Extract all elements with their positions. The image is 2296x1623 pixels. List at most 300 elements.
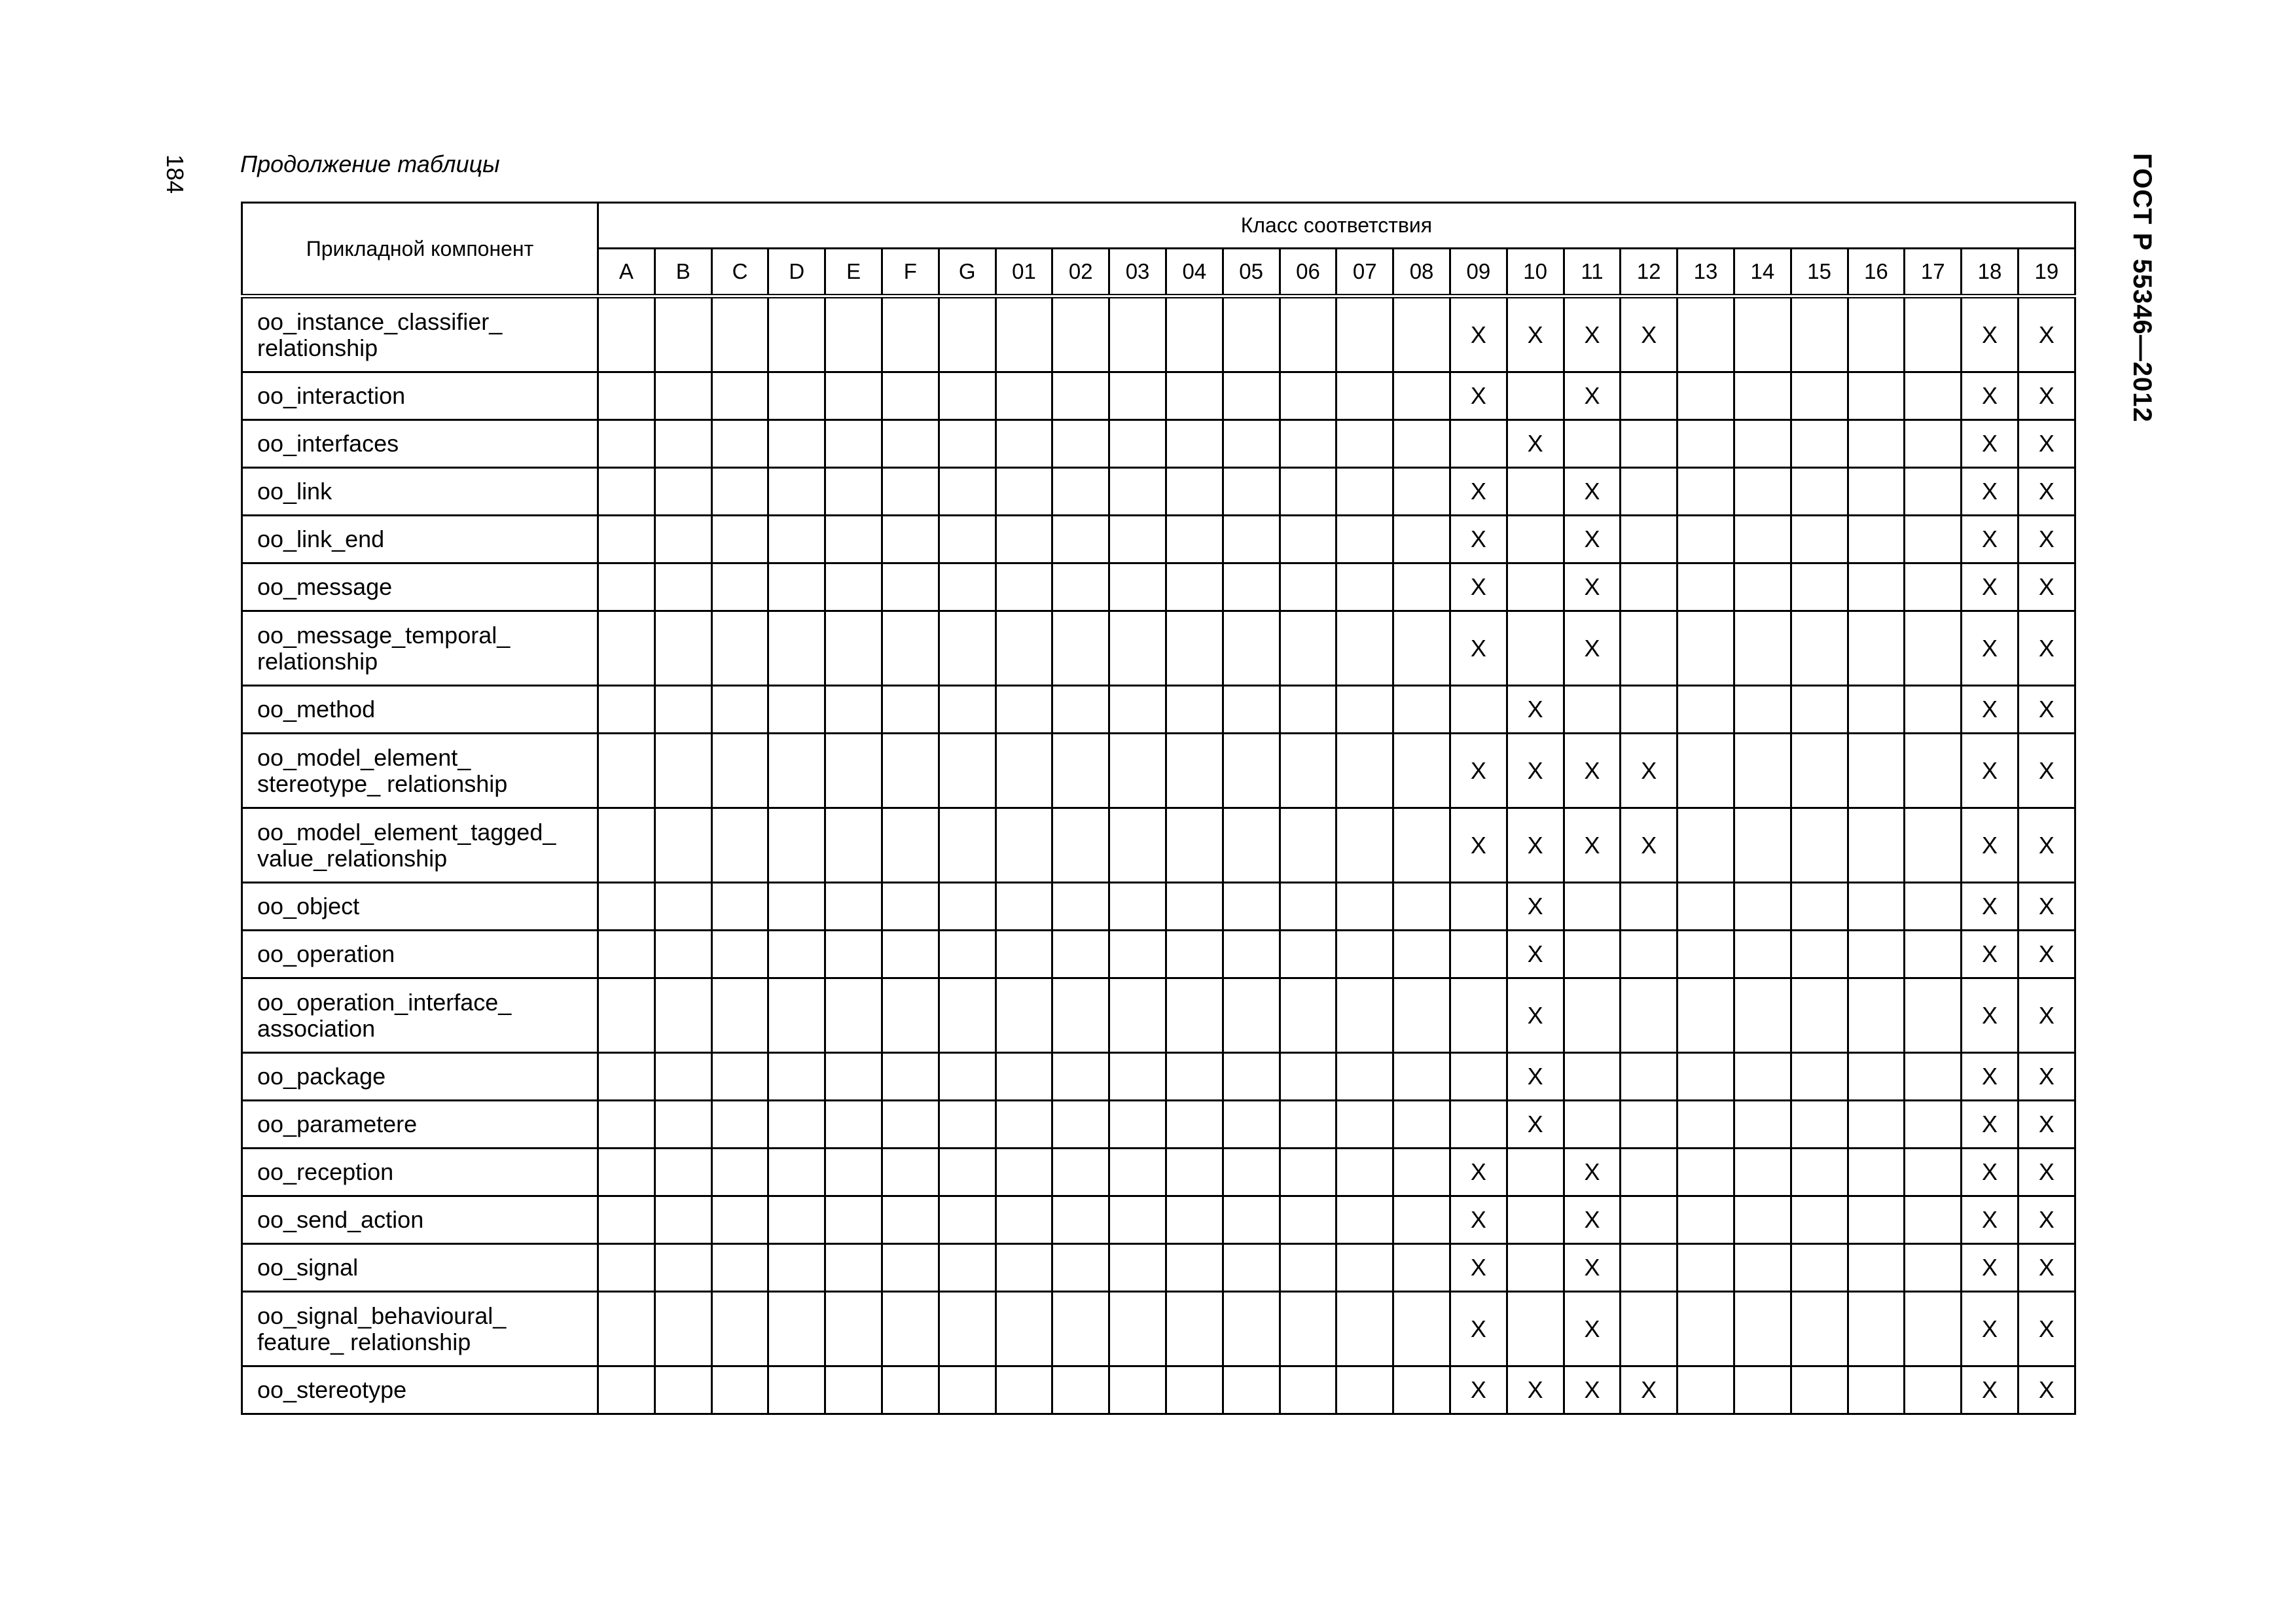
empty-cell [1223,734,1280,808]
empty-cell [1734,1366,1791,1414]
empty-cell [882,1196,939,1244]
component-name: oo_stereotype [242,1366,598,1414]
empty-cell [768,931,825,978]
empty-cell [1280,1244,1336,1292]
empty-cell [1109,1053,1166,1101]
empty-cell [1621,1244,1677,1292]
empty-cell [598,468,655,516]
empty-cell [1223,1101,1280,1149]
empty-cell [1791,1101,1848,1149]
empty-cell [1336,1292,1393,1366]
empty-cell [1791,1196,1848,1244]
class-code-header: 10 [1507,249,1564,296]
empty-cell [1905,1366,1962,1414]
empty-cell [1791,1149,1848,1196]
empty-cell [1166,563,1223,611]
empty-cell [1280,420,1336,468]
empty-cell [1109,1366,1166,1414]
component-name: oo_object [242,883,598,931]
empty-cell [1564,978,1621,1053]
empty-cell [1677,1101,1734,1149]
conformance-mark: X [1564,611,1621,686]
empty-cell [996,883,1052,931]
empty-cell [1223,808,1280,883]
conformance-mark: X [1507,734,1564,808]
empty-cell [1791,372,1848,420]
empty-cell [1223,931,1280,978]
conformance-mark: X [2018,1053,2075,1101]
class-code-header: 19 [2018,249,2075,296]
empty-cell [711,1101,768,1149]
empty-cell [1564,1053,1621,1101]
empty-cell [1621,563,1677,611]
class-code-header: A [598,249,655,296]
empty-cell [1280,978,1336,1053]
empty-cell [598,372,655,420]
conformance-mark: X [1962,1292,2018,1366]
empty-cell [939,808,996,883]
empty-cell [655,978,711,1053]
empty-cell [1905,883,1962,931]
empty-cell [1507,468,1564,516]
class-code-header: 13 [1677,249,1734,296]
empty-cell [882,808,939,883]
empty-cell [1052,1366,1109,1414]
empty-cell [1052,372,1109,420]
empty-cell [598,686,655,734]
component-name: oo_interfaces [242,420,598,468]
empty-cell [1507,563,1564,611]
component-name: oo_instance_classifier_ relationship [242,296,598,372]
empty-cell [1109,372,1166,420]
empty-cell [768,563,825,611]
empty-cell [1280,1101,1336,1149]
empty-cell [598,808,655,883]
empty-cell [711,516,768,563]
empty-cell [939,1149,996,1196]
empty-cell [939,931,996,978]
empty-cell [655,1244,711,1292]
empty-cell [1905,978,1962,1053]
empty-cell [1109,1196,1166,1244]
conformance-mark: X [1507,978,1564,1053]
empty-cell [598,1292,655,1366]
empty-cell [1052,978,1109,1053]
empty-cell [1677,563,1734,611]
empty-cell [825,1101,882,1149]
empty-cell [711,420,768,468]
empty-cell [1677,1244,1734,1292]
empty-cell [939,734,996,808]
empty-cell [882,734,939,808]
empty-cell [1677,420,1734,468]
empty-cell [1905,808,1962,883]
empty-cell [598,883,655,931]
empty-cell [1336,1366,1393,1414]
empty-cell [1109,1244,1166,1292]
empty-cell [1052,808,1109,883]
conformance-mark: X [1962,468,2018,516]
empty-cell [1734,1101,1791,1149]
empty-cell [1450,686,1507,734]
empty-cell [1677,516,1734,563]
empty-cell [1848,372,1905,420]
empty-cell [996,1366,1052,1414]
empty-cell [711,1366,768,1414]
conformance-mark: X [2018,372,2075,420]
empty-cell [1905,372,1962,420]
empty-cell [939,978,996,1053]
conformance-mark: X [1564,1366,1621,1414]
empty-cell [1336,734,1393,808]
empty-cell [1450,883,1507,931]
empty-cell [1280,931,1336,978]
component-name: oo_signal [242,1244,598,1292]
conformance-mark: X [1962,734,2018,808]
empty-cell [1393,1101,1450,1149]
conformance-mark: X [1962,1149,2018,1196]
empty-cell [1223,1196,1280,1244]
empty-cell [1905,468,1962,516]
empty-cell [882,420,939,468]
empty-cell [711,563,768,611]
class-code-header: 09 [1450,249,1507,296]
empty-cell [1280,296,1336,372]
empty-cell [1905,1053,1962,1101]
conformance-mark: X [1621,734,1677,808]
conformance-mark: X [1450,468,1507,516]
conformance-mark: X [1507,1366,1564,1414]
empty-cell [825,808,882,883]
empty-cell [1393,978,1450,1053]
empty-cell [1848,1196,1905,1244]
empty-cell [1734,1149,1791,1196]
empty-cell [1734,883,1791,931]
conformance-mark: X [1962,1244,2018,1292]
empty-cell [1393,468,1450,516]
class-code-header: 15 [1791,249,1848,296]
component-name: oo_operation_interface_ association [242,978,598,1053]
empty-cell [655,611,711,686]
empty-cell [1280,1149,1336,1196]
conformance-mark: X [1621,296,1677,372]
empty-cell [655,296,711,372]
empty-cell [711,883,768,931]
empty-cell [1393,296,1450,372]
empty-cell [1393,516,1450,563]
table-row [242,372,2075,420]
component-name: oo_message_temporal_ relationship [242,611,598,686]
empty-cell [1109,420,1166,468]
conformance-mark: X [1450,1149,1507,1196]
empty-cell [1621,1292,1677,1366]
empty-cell [1621,1053,1677,1101]
empty-cell [1848,1101,1905,1149]
empty-cell [1052,1101,1109,1149]
empty-cell [1109,516,1166,563]
empty-cell [711,931,768,978]
empty-cell [1223,516,1280,563]
empty-cell [1848,611,1905,686]
empty-cell [882,883,939,931]
class-code-header: 03 [1109,249,1166,296]
conformance-mark: X [1450,1292,1507,1366]
empty-cell [768,372,825,420]
empty-cell [1621,611,1677,686]
conformance-mark: X [1450,808,1507,883]
empty-cell [996,296,1052,372]
empty-cell [939,1292,996,1366]
table-row [242,563,2075,611]
conformance-mark: X [2018,563,2075,611]
empty-cell [655,883,711,931]
empty-cell [1507,1149,1564,1196]
conformance-mark: X [1962,1366,2018,1414]
empty-cell [768,1196,825,1244]
empty-cell [1450,1053,1507,1101]
empty-cell [1166,372,1223,420]
table-row [242,468,2075,516]
conformance-mark: X [2018,1292,2075,1366]
empty-cell [1905,1101,1962,1149]
component-name: oo_interaction [242,372,598,420]
empty-cell [1336,611,1393,686]
empty-cell [996,372,1052,420]
conformance-mark: X [1564,808,1621,883]
empty-cell [1564,686,1621,734]
empty-cell [939,686,996,734]
empty-cell [1621,372,1677,420]
empty-cell [1450,1101,1507,1149]
empty-cell [1734,734,1791,808]
empty-cell [1905,516,1962,563]
empty-cell [598,611,655,686]
empty-cell [1905,296,1962,372]
conformance-mark: X [1564,468,1621,516]
empty-cell [1336,978,1393,1053]
empty-cell [1052,1244,1109,1292]
conformance-mark: X [2018,1149,2075,1196]
empty-cell [996,1244,1052,1292]
empty-cell [996,516,1052,563]
empty-cell [1791,734,1848,808]
table-row [242,883,2075,931]
class-code-header: 16 [1848,249,1905,296]
conformance-mark: X [1507,296,1564,372]
empty-cell [1336,296,1393,372]
table-row [242,420,2075,468]
empty-cell [825,1244,882,1292]
empty-cell [939,420,996,468]
class-code-header: D [768,249,825,296]
empty-cell [882,563,939,611]
empty-cell [711,296,768,372]
empty-cell [768,468,825,516]
conformance-mark: X [1564,372,1621,420]
empty-cell [1166,808,1223,883]
class-code-header: G [939,249,996,296]
empty-cell [1791,1292,1848,1366]
table-row [242,1101,2075,1149]
empty-cell [1848,420,1905,468]
conformance-mark: X [1962,931,2018,978]
empty-cell [1336,1149,1393,1196]
empty-cell [1677,296,1734,372]
empty-cell [1223,420,1280,468]
empty-cell [598,1101,655,1149]
empty-cell [1734,1244,1791,1292]
conformance-mark: X [1621,808,1677,883]
empty-cell [1905,1292,1962,1366]
empty-cell [598,296,655,372]
empty-cell [1507,1244,1564,1292]
empty-cell [996,563,1052,611]
empty-cell [1052,931,1109,978]
conformance-mark: X [1564,1292,1621,1366]
empty-cell [1677,372,1734,420]
empty-cell [655,686,711,734]
conformance-mark: X [1962,420,2018,468]
conformance-mark: X [1450,516,1507,563]
table-row [242,1366,2075,1414]
empty-cell [1734,563,1791,611]
conformance-mark: X [1450,611,1507,686]
empty-cell [939,1196,996,1244]
empty-cell [939,563,996,611]
empty-cell [1791,420,1848,468]
empty-cell [655,516,711,563]
empty-cell [768,1053,825,1101]
empty-cell [1848,1292,1905,1366]
empty-cell [1621,1101,1677,1149]
conformance-mark: X [1450,1244,1507,1292]
empty-cell [1677,883,1734,931]
empty-cell [1393,734,1450,808]
empty-cell [1223,1244,1280,1292]
empty-cell [1166,1101,1223,1149]
component-name: oo_method [242,686,598,734]
empty-cell [1677,1292,1734,1366]
conformance-mark: X [1564,563,1621,611]
empty-cell [1223,686,1280,734]
empty-cell [1677,611,1734,686]
empty-cell [1393,931,1450,978]
empty-cell [825,1149,882,1196]
empty-cell [1507,611,1564,686]
class-code-header: 12 [1621,249,1677,296]
empty-cell [1109,931,1166,978]
empty-cell [1848,563,1905,611]
conformance-mark: X [1564,1244,1621,1292]
table-row [242,1196,2075,1244]
empty-cell [1791,808,1848,883]
empty-cell [1848,468,1905,516]
empty-cell [1280,1366,1336,1414]
empty-cell [768,1149,825,1196]
empty-cell [1734,1196,1791,1244]
empty-cell [1905,1196,1962,1244]
conformance-mark: X [1507,1101,1564,1149]
empty-cell [598,1244,655,1292]
conformance-mark: X [1962,611,2018,686]
empty-cell [996,734,1052,808]
empty-cell [1109,611,1166,686]
empty-cell [1109,978,1166,1053]
empty-cell [598,563,655,611]
empty-cell [1507,516,1564,563]
empty-cell [1109,808,1166,883]
empty-cell [1052,468,1109,516]
empty-cell [825,734,882,808]
empty-cell [1223,1053,1280,1101]
empty-cell [939,296,996,372]
empty-cell [1393,1196,1450,1244]
empty-cell [655,372,711,420]
empty-cell [768,420,825,468]
conformance-mark: X [2018,978,2075,1053]
conformance-mark: X [1507,883,1564,931]
empty-cell [1791,686,1848,734]
empty-cell [1336,1101,1393,1149]
empty-cell [598,931,655,978]
conformance-mark: X [1564,734,1621,808]
table-caption: Продолжение таблицы [240,151,500,177]
empty-cell [882,931,939,978]
empty-cell [711,808,768,883]
header-row [242,203,2075,249]
empty-cell [1791,468,1848,516]
empty-cell [882,1101,939,1149]
class-code-header: 18 [1962,249,2018,296]
empty-cell [1109,734,1166,808]
empty-cell [1905,734,1962,808]
conformance-mark: X [1450,296,1507,372]
conformance-mark: X [1450,563,1507,611]
component-name: oo_reception [242,1149,598,1196]
conformance-mark: X [2018,1244,2075,1292]
conformance-mark: X [1962,1101,2018,1149]
empty-cell [939,1101,996,1149]
empty-cell [655,1149,711,1196]
class-code-header: 04 [1166,249,1223,296]
empty-cell [1677,978,1734,1053]
empty-cell [939,372,996,420]
conformance-mark: X [2018,686,2075,734]
empty-cell [1507,1292,1564,1366]
empty-cell [1223,563,1280,611]
class-code-header: 11 [1564,249,1621,296]
empty-cell [1905,420,1962,468]
class-code-header: 08 [1393,249,1450,296]
empty-cell [1166,883,1223,931]
empty-cell [825,468,882,516]
empty-cell [1280,1196,1336,1244]
empty-cell [1166,1366,1223,1414]
empty-cell [768,686,825,734]
empty-cell [1166,1292,1223,1366]
empty-cell [882,1149,939,1196]
empty-cell [1450,978,1507,1053]
empty-cell [1223,1292,1280,1366]
empty-cell [882,686,939,734]
empty-cell [1848,808,1905,883]
table-row [242,734,2075,808]
empty-cell [1564,420,1621,468]
empty-cell [768,734,825,808]
component-name: oo_link [242,468,598,516]
empty-cell [882,611,939,686]
empty-cell [1166,734,1223,808]
